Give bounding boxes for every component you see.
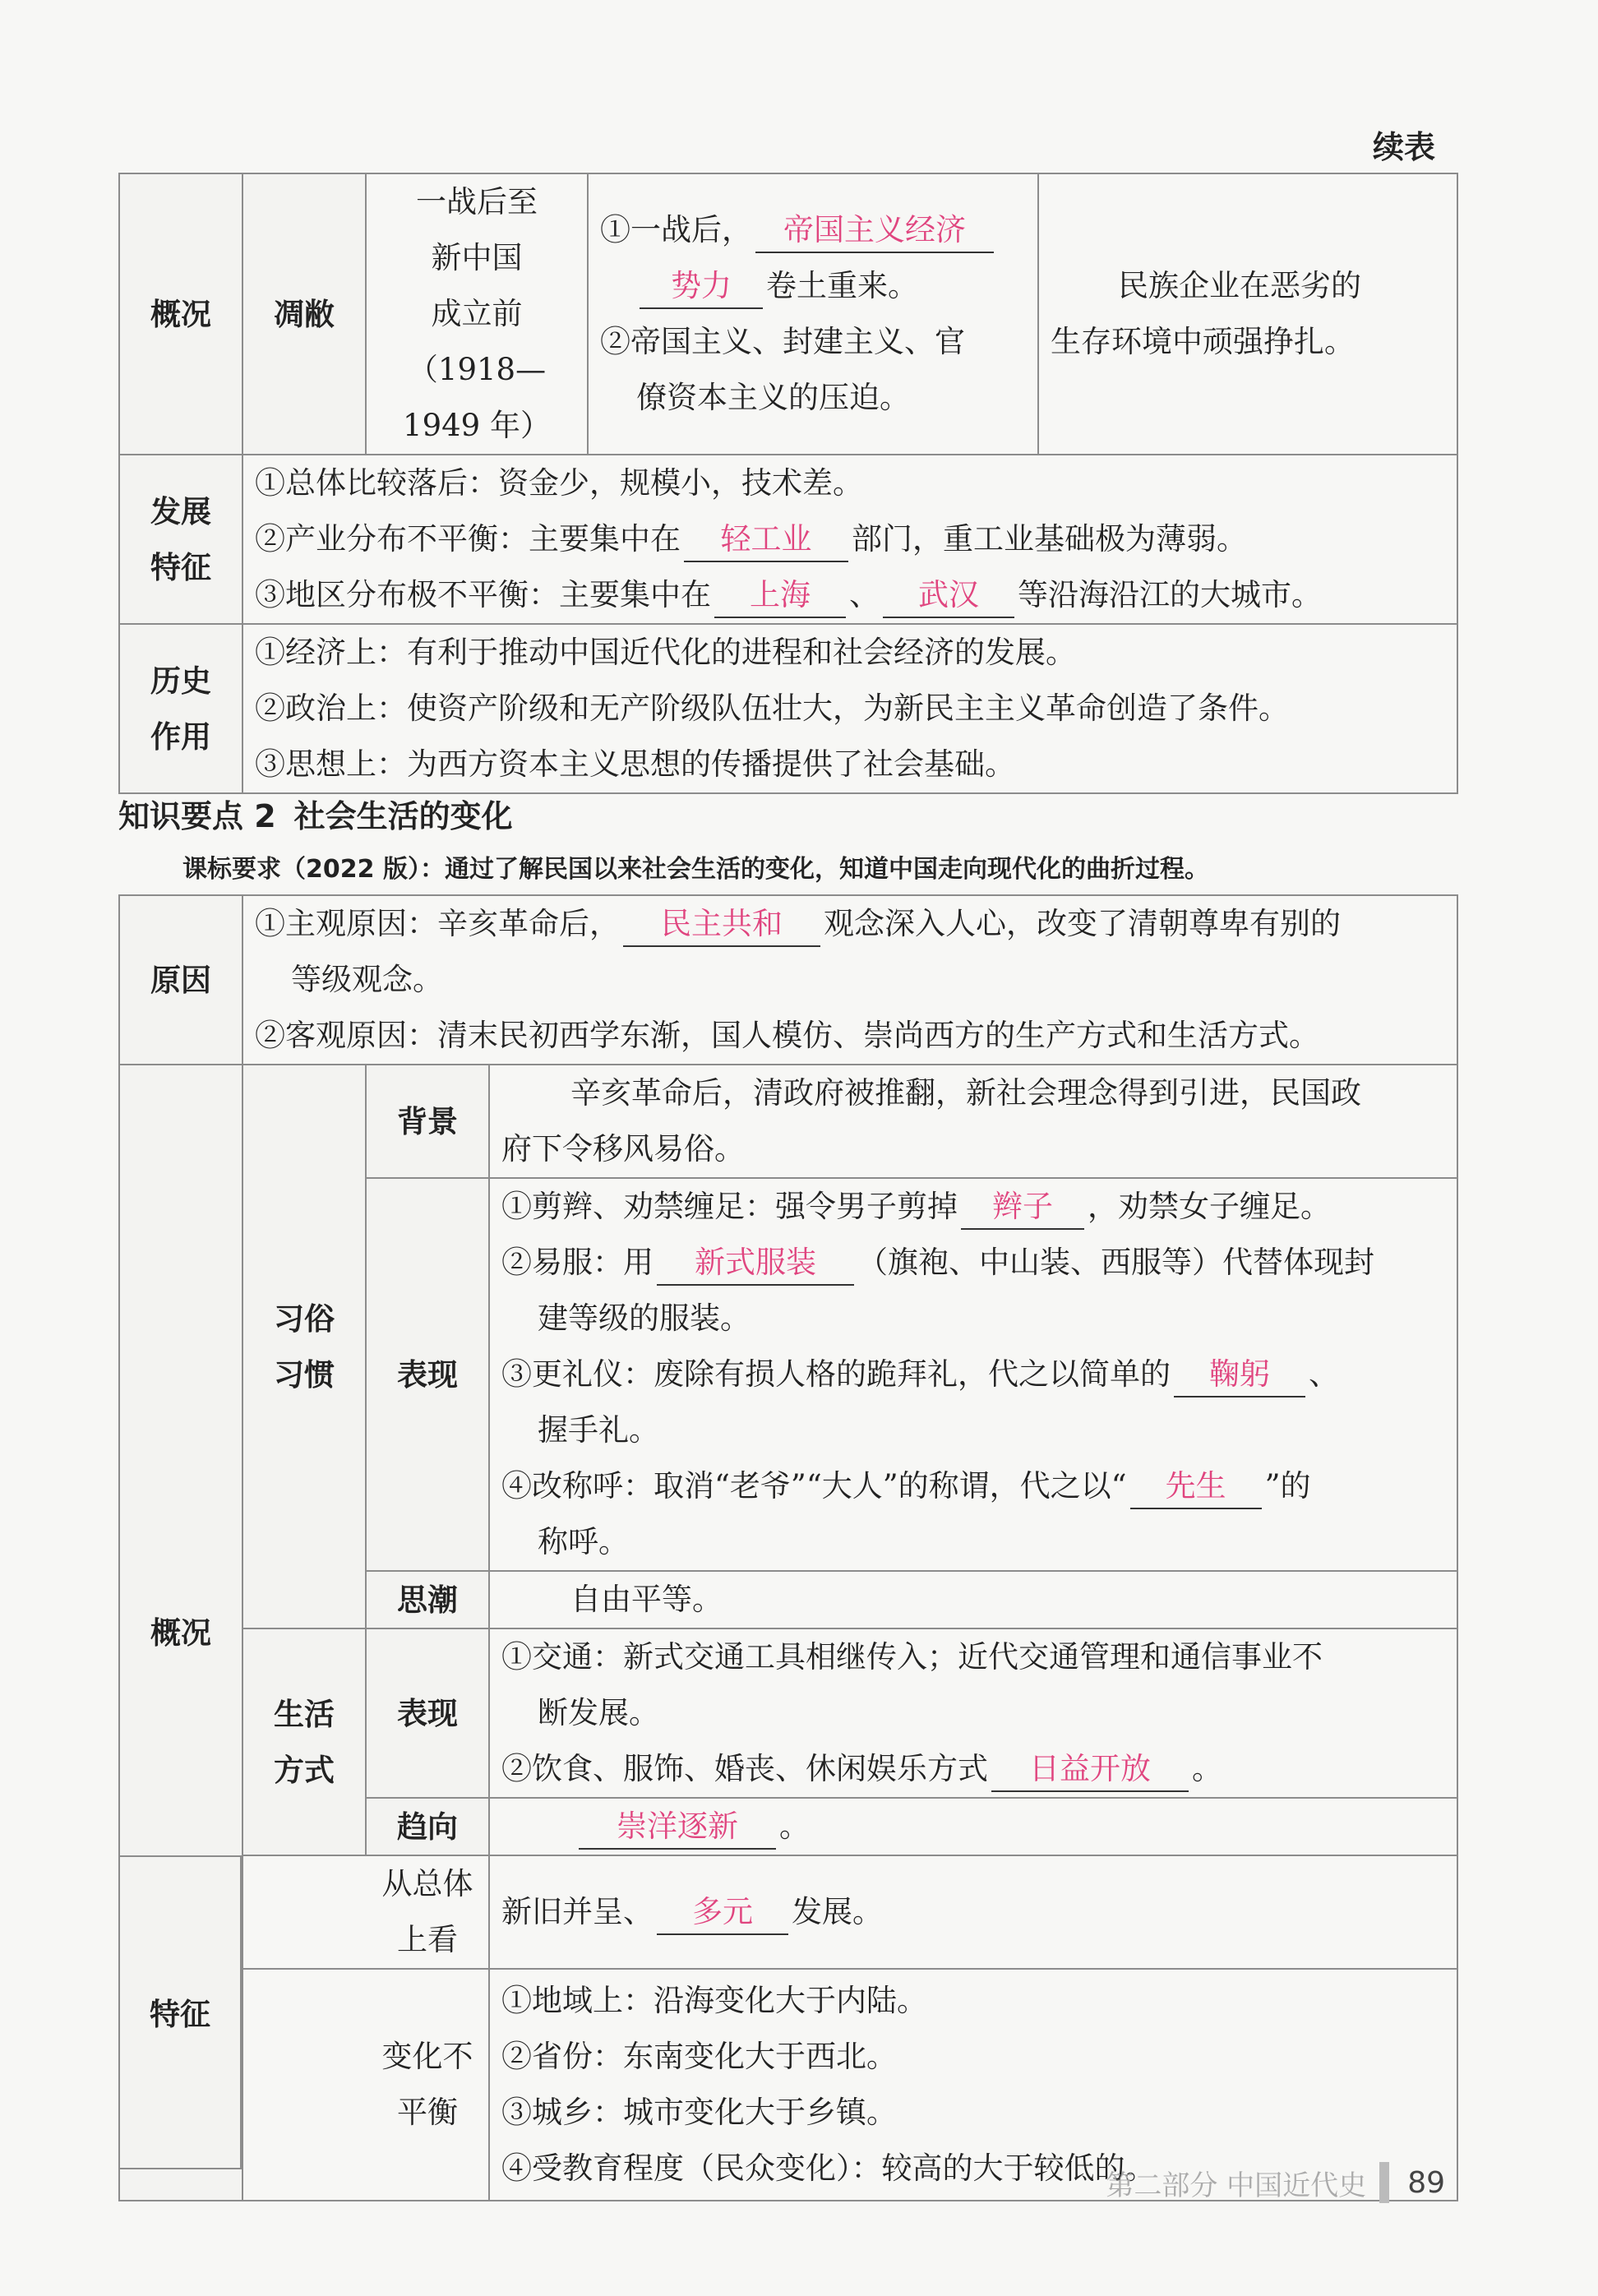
result-text: 民族企业在恶劣的 [1118,268,1361,303]
customs-label-line: 习惯 [274,1356,335,1393]
feature-text: ③地区分布极不平衡：主要集中在 [255,577,711,612]
overall-label: 从总体上看 [242,1855,489,1969]
answer-blank: 民主共和 [623,903,820,947]
reason-text: ①主观原因：辛亥革命后， [255,906,620,941]
features-row [119,455,1457,624]
answer-blank: 新式服装 [657,1241,854,1286]
industry-table [118,173,1458,794]
imbalance-text: ③城乡：城市变化大于乡镇。 [501,2095,897,2130]
continued-label: 续表 [1372,128,1435,165]
feature-text: 部门，重工业基础极为薄弱。 [852,521,1247,557]
life-text: 。 [1192,1751,1222,1786]
features-label-line: 发展 [150,493,211,529]
trend-label: 趋向 [366,1798,489,1855]
period-line: 1949 年） [403,408,551,443]
period-line: 一战后至 [416,184,538,219]
overall-row [119,1855,1457,1969]
reason-text: ②客观原因：清末民初西学东渐，国人模仿、崇尚西方的生产方式和生活方式。 [255,1018,1319,1053]
cause1-text: ①一战后， [600,212,752,247]
thought-cell [489,1571,1457,1628]
cause1-text: 卷土重来。 [766,268,918,303]
answer-blank: 崇洋逐新 [579,1805,776,1850]
role-row [119,624,1457,793]
lifestyle-label [242,1628,366,1855]
thought-text: 自由平等。 [570,1582,723,1617]
answer-blank: 上海 [714,574,846,618]
role-text: ①经济上：有利于推动中国近代化的进程和社会经济的发展。 [255,635,1076,670]
perf-text: ③更礼仪：废除有损人格的跪拜礼，代之以简单的 [501,1356,1171,1392]
life-text: ②饮食、服饰、婚丧、休闲娱乐方式 [501,1751,988,1786]
section-title: 社会生活的变化 [293,798,513,834]
stage-label: 凋敝 [242,173,366,455]
answer-blank: 势力 [640,265,763,309]
role-text: ③思想上：为西方资本主义思想的传播提供了社会基础。 [255,746,1015,782]
life-text: 断发展。 [538,1695,659,1730]
role-text: ②政治上：使资产阶级和无产阶级队伍壮大，为新民主主义革命创造了条件。 [255,691,1289,726]
life-performance-cell [489,1628,1457,1798]
imbalance-label: 变化不平衡 [242,1969,489,2201]
lifestyle-label-line: 方式 [274,1752,335,1788]
period-cell [366,173,588,455]
result-cell [1038,173,1457,455]
thought-label: 思潮 [366,1571,489,1628]
customs-label-line: 习俗 [274,1300,335,1337]
background-row [119,1065,1457,1178]
answer-blank: 先生 [1130,1465,1262,1509]
answer-blank: 武汉 [883,574,1014,618]
lifestyle-label-line: 生活 [274,1696,335,1732]
reason-cell [242,895,1457,1065]
role-label-line: 作用 [150,718,211,755]
feature-label: 特征 [118,1855,242,2169]
reason-text: 观念深入人心，改变了清朝尊卑有别的 [824,906,1341,941]
footer-text: 第二部分 中国近代史 [1106,2169,1367,2202]
answer-blank: 帝国主义经济 [755,209,994,253]
page-footer [1106,2162,1445,2203]
life-performance-row [119,1628,1457,1798]
perf-text: ，劝禁女子缠足。 [1088,1189,1331,1224]
perf-text: 握手礼。 [538,1412,659,1448]
causes-cell [588,173,1038,455]
overall-text: 新旧并呈、 [501,1894,654,1929]
period-line: （1918— [407,352,547,387]
answer-blank: 多元 [657,1891,788,1935]
footer-divider [1379,2162,1389,2203]
feature-text: ①总体比较落后：资金少，规模小，技术差。 [255,465,863,501]
overall-cell [489,1855,1457,1969]
life-text: ①交通：新式交通工具相继传入；近代交通管理和通信事业不 [501,1639,1323,1675]
background-label: 背景 [366,1065,489,1178]
performance-label: 表现 [366,1178,489,1571]
perf-text: 称呼。 [538,1524,629,1559]
cause2-text: ②帝国主义、封建主义、官 [600,324,965,359]
customs-performance-cell [489,1178,1457,1571]
life-performance-label: 表现 [366,1628,489,1798]
overview-row [119,173,1457,455]
page-number: 89 [1407,2165,1445,2200]
section-number: 知识要点 2 [118,798,276,834]
perf-text: ②易服：用 [501,1245,654,1280]
cause2-text: 僚资本主义的压迫。 [636,380,910,415]
reason-text: 等级观念。 [291,962,443,997]
perf-text: 、 [1309,1356,1339,1392]
perf-text: （旗袍、中山装、西服等）代替体现封 [857,1245,1374,1280]
features-label-line: 特征 [150,549,211,585]
overall-text: 发展。 [792,1894,883,1929]
perf-text: ④改称呼：取消“老爷”“大人”的称谓，代之以“ [501,1468,1127,1504]
imbalance-text: ④受教育程度（民众变化）：较高的大于较低的。 [501,2150,1156,2186]
overview-label: 概况 [119,173,242,455]
role-label-line: 历史 [150,663,211,699]
perf-text: ”的 [1264,1468,1311,1504]
role-label [119,624,242,793]
perf-text: ①剪辫、劝禁缠足：强令男子剪掉 [501,1189,958,1224]
perf-text: 建等级的服装。 [538,1300,751,1336]
period-line: 成立前 [431,296,523,331]
role-cell [242,624,1457,793]
feature-text: 、 [849,577,880,612]
curriculum-requirement: 课标要求（2022 版）：通过了解民国以来社会生活的变化，知道中国走向现代化的曲折过程。 [182,855,1209,884]
answer-blank: 辫子 [961,1185,1084,1230]
imbalance-text: ①地域上：沿海变化大于内陆。 [501,1983,927,2018]
background-text: 辛亥革命后，清政府被推翻，新社会理念得到引进，民国政 [570,1075,1361,1111]
trend-text: 。 [779,1809,810,1844]
feature-text: ②产业分布不平衡：主要集中在 [255,521,681,557]
answer-blank: 鞠躬 [1174,1353,1305,1397]
trend-cell [489,1798,1457,1855]
answer-blank: 日益开放 [991,1748,1189,1792]
feature-text: 等沿海沿江的大城市。 [1018,577,1322,612]
period-line: 新中国 [431,240,523,275]
reason-row [119,895,1457,1065]
social-life-table [118,894,1458,2201]
features-label [119,455,242,624]
background-cell [489,1065,1457,1178]
section-heading [118,791,513,836]
imbalance-text: ②省份：东南变化大于西北。 [501,2039,897,2074]
customs-label [242,1065,366,1628]
answer-blank: 轻工业 [684,518,848,562]
features-cell [242,455,1457,624]
result-text: 生存环境中顽强挣扎。 [1051,324,1355,359]
reason-label: 原因 [119,895,242,1065]
background-text: 府下令移风易俗。 [501,1131,745,1166]
overview-label: 概况 [119,1065,242,2201]
